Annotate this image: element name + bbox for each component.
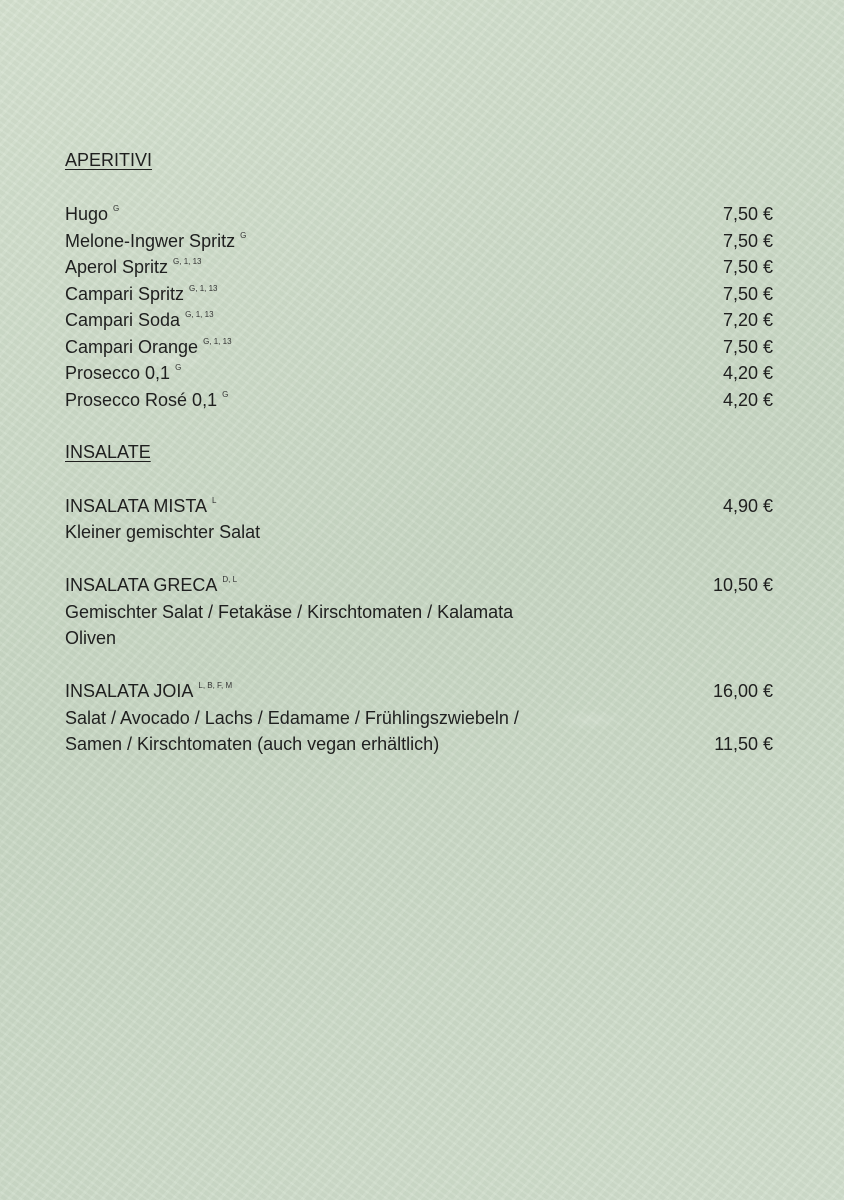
item-description: Salat / Avocado / Lachs / Edamame / Frühlingszwiebeln / — [65, 708, 519, 728]
allergen-codes: G — [175, 363, 182, 372]
item-name: Melone-Ingwer Spritz $^G$ — [65, 231, 247, 251]
item-name: Campari Soda $^{G, 1, 13}$ — [65, 310, 214, 330]
item-name: Campari Spritz $^{G, 1, 13}$ — [65, 284, 218, 304]
item-name: INSALATA JOIA $^{L, B, F, M}$ — [65, 681, 233, 701]
allergen-codes: L — [212, 496, 217, 505]
item-price: 4,20 € — [722, 390, 773, 410]
item-price: 16,00 € — [712, 681, 773, 701]
allergen-codes: D, L — [222, 575, 238, 584]
item-price: 4,90 € — [722, 496, 773, 516]
item-name: Prosecco Rosé 0,1 $^G$ — [65, 390, 229, 410]
menu-item — [65, 201, 773, 227]
item-name: Aperol Spritz $^{G, 1, 13}$ — [65, 257, 202, 277]
section-heading-insalate: INSALATE — [65, 442, 151, 462]
item-name: Hugo $^G$ — [65, 204, 120, 224]
item-name: INSALATA MISTA $^L$ — [65, 496, 217, 516]
item-price: 7,50 € — [722, 337, 773, 357]
allergen-codes: G — [113, 204, 120, 213]
item-description: Kleiner gemischter Salat — [65, 522, 261, 542]
menu-item — [65, 572, 773, 598]
menu-item — [65, 254, 773, 280]
allergen-codes: L, B, F, M — [198, 681, 233, 690]
menu-item — [65, 307, 773, 333]
item-description: Gemischter Salat / Fetakäse / Kirschtomaten / Kalamata — [65, 602, 514, 622]
item-price: 4,20 € — [722, 363, 773, 383]
item-name: Campari Orange $^{G, 1, 13}$ — [65, 337, 232, 357]
menu-item — [65, 360, 773, 386]
item-description: Oliven — [65, 628, 117, 648]
item-price: 7,50 € — [722, 284, 773, 304]
item-price: 7,50 € — [722, 257, 773, 277]
item-price: 7,50 € — [722, 231, 773, 251]
allergen-codes: G — [240, 231, 247, 240]
section-heading-aperitivi: APERITIVI — [65, 150, 153, 170]
allergen-codes: G, 1, 13 — [173, 257, 202, 266]
item-name: Prosecco 0,1 $^G$ — [65, 363, 182, 383]
item-price: 10,50 € — [712, 575, 773, 595]
item-description: Samen / Kirschtomaten (auch vegan erhältlich) — [65, 734, 440, 754]
menu-item — [65, 281, 773, 307]
menu-item — [65, 493, 773, 519]
menu-item — [65, 387, 773, 413]
menu-item — [65, 334, 773, 360]
menu-item — [65, 678, 773, 704]
allergen-codes: G, 1, 13 — [185, 310, 214, 319]
menu-item — [65, 228, 773, 254]
allergen-codes: G, 1, 13 — [189, 284, 218, 293]
allergen-codes: G, 1, 13 — [203, 337, 232, 346]
allergen-codes: G — [222, 390, 229, 399]
item-price: 7,20 € — [722, 310, 773, 330]
item-name: INSALATA GRECA $^{D, L}$ — [65, 575, 238, 595]
vegan-price: 11,50 € — [714, 734, 773, 754]
item-price: 7,50 € — [722, 204, 773, 224]
